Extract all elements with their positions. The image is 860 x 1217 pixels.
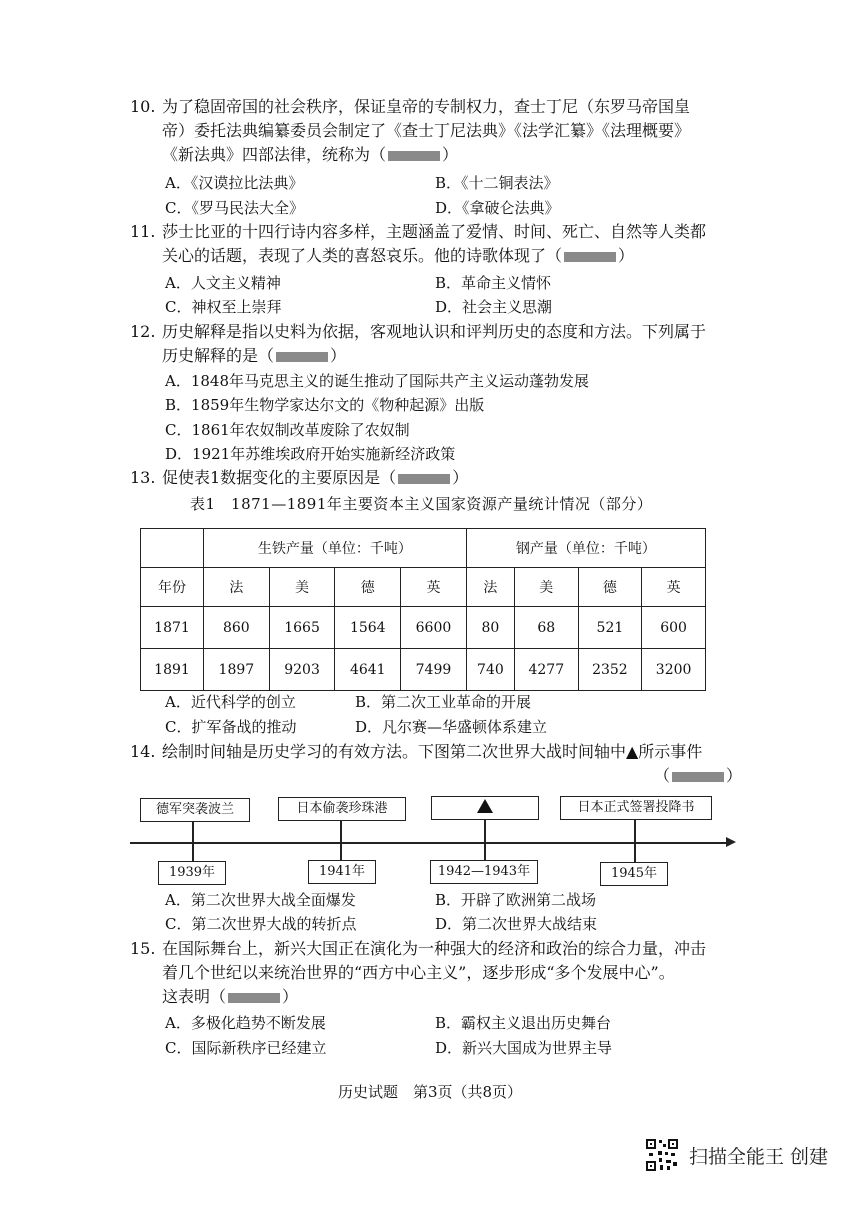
arrow-right-icon — [726, 837, 736, 847]
answer-blank[interactable] — [564, 252, 616, 262]
timeline-connector — [634, 820, 636, 843]
option-d[interactable]: D．凡尔赛—华盛顿体系建立 — [355, 718, 548, 736]
question-10 — [132, 95, 742, 167]
stem-text: 《新法典》四部法律，统称为（ — [162, 145, 387, 164]
option-a[interactable]: A．近代科学的创立 — [165, 693, 296, 711]
timeline-connector — [192, 822, 194, 843]
table-cell: 6600 — [401, 607, 467, 649]
question-number: 14. — [130, 742, 156, 761]
answer-blank[interactable] — [228, 993, 280, 1003]
timeline-date: 1939年 — [158, 861, 226, 885]
table-cell: 2352 — [578, 649, 642, 691]
country-header: 英 — [401, 568, 467, 607]
table-cell: 521 — [578, 607, 642, 649]
table-cell: 600 — [642, 607, 706, 649]
table-cell: 4641 — [335, 649, 401, 691]
question-number: 11. — [130, 222, 156, 241]
option-d[interactable]: D．新兴大国成为世界主导 — [435, 1039, 613, 1057]
stem-text: ） — [330, 346, 347, 365]
option-d[interactable]: D．1921年苏维埃政府开始实施新经济政策 — [165, 445, 456, 463]
country-header: 法 — [466, 568, 514, 607]
question-stem-line: 在国际舞台上，新兴大国正在演化为一种强大的经济和政治的综合力量，冲击 — [162, 939, 707, 958]
table-cell: 4277 — [514, 649, 578, 691]
question-stem-line — [132, 985, 742, 1009]
options-row — [165, 1036, 755, 1060]
country-header: 美 — [269, 568, 335, 607]
timeline-date: 1945年 — [600, 862, 668, 886]
option-b[interactable]: B．开辟了欧洲第二战场 — [435, 891, 597, 909]
question-stem-line — [132, 344, 742, 368]
watermark-text: 扫描全能王 创建 — [689, 1145, 829, 1168]
table-subheader-row — [141, 568, 706, 607]
table-cell: 1564 — [335, 607, 401, 649]
table-cell: 3200 — [642, 649, 706, 691]
question-stem-line: 着几个世纪以来统治世界的“西方中心主义”，逐步形成“多个发展中心”。 — [162, 963, 675, 982]
timeline-event: 日本偷袭珍珠港 — [278, 797, 406, 821]
table-cell: 1897 — [204, 649, 270, 691]
option-a[interactable]: A．多极化趋势不断发展 — [165, 1014, 326, 1032]
question-15 — [132, 937, 742, 1009]
question-number: 10. — [130, 97, 156, 116]
timeline-connector — [634, 843, 636, 862]
triangle-icon — [477, 799, 493, 813]
question-stem-line: 莎士比亚的十四行诗内容多样，主题涵盖了爱情、时间、死亡、自然等人类都 — [162, 222, 707, 241]
stem-text: 这表明（ — [162, 987, 227, 1006]
timeline-connector — [484, 843, 486, 860]
table-cell: 80 — [466, 607, 514, 649]
table-cell: 7499 — [401, 649, 467, 691]
option-d[interactable]: D．第二次世界大战结束 — [435, 915, 598, 933]
stem-text: ） — [618, 246, 635, 265]
question-number: 13. — [130, 468, 156, 487]
question-stem-line — [132, 764, 742, 788]
question-stem-line: 为了稳固帝国的社会秩序，保证皇帝的专制权力，查士丁尼（东罗马帝国皇 — [162, 97, 691, 116]
timeline-event: 德军突袭波兰 — [140, 798, 250, 822]
table-cell: 860 — [204, 607, 270, 649]
stem-text: 促使表1数据变化的主要原因是（ — [162, 468, 397, 487]
timeline-connector — [340, 843, 342, 860]
timeline-connector — [192, 843, 194, 861]
option-b[interactable]: B．革命主义情怀 — [435, 274, 552, 292]
option-a[interactable]: A．人文主义精神 — [165, 274, 281, 292]
option-c[interactable]: C．国际新秩序已经建立 — [165, 1039, 327, 1057]
option-c[interactable]: C．神权至上崇拜 — [165, 298, 282, 316]
scanner-watermark — [645, 1137, 828, 1173]
options-row — [165, 196, 755, 220]
question-12 — [132, 320, 742, 368]
options-row — [165, 1011, 755, 1035]
option-b[interactable]: B．1859年生物学家达尔文的《物种起源》出版 — [165, 396, 485, 414]
question-number: 12. — [130, 322, 156, 341]
table-cell: 1871 — [141, 607, 204, 649]
question-11 — [132, 220, 742, 268]
option-d[interactable]: D．社会主义思潮 — [435, 298, 553, 316]
table-cell: 1665 — [269, 607, 335, 649]
question-stem-line: 帝）委托法典编纂委员会制定了《查士丁尼法典》《法学汇纂》《法理概要》 — [162, 121, 691, 140]
table-cell: 68 — [514, 607, 578, 649]
question-number: 15. — [130, 939, 156, 958]
table-cell: 1891 — [141, 649, 204, 691]
options-row — [165, 171, 755, 195]
option-a[interactable]: A．《汉谟拉比法典》 — [165, 174, 304, 192]
year-header: 年份 — [141, 568, 204, 607]
timeline-date: 1941年 — [308, 860, 376, 884]
country-header: 德 — [578, 568, 642, 607]
timeline-date: 1942—1943年 — [430, 860, 538, 884]
option-d[interactable]: D．《拿破仑法典》 — [435, 199, 560, 217]
table-row — [141, 649, 706, 691]
option-c[interactable]: C．扩军备战的推动 — [165, 718, 297, 736]
option-c[interactable]: C．第二次世界大战的转折点 — [165, 915, 357, 933]
qr-code-icon — [645, 1138, 679, 1172]
table-corner-cell — [141, 529, 204, 568]
question-stem-line: 历史解释是指以史料为依据，客观地认识和评判历史的态度和方法。下列属于 — [162, 322, 707, 341]
ww2-timeline — [130, 795, 740, 887]
answer-blank[interactable] — [276, 352, 328, 362]
options-row — [165, 912, 755, 936]
question-stem-line: 绘制时间轴是历史学习的有效方法。下图第二次世界大战时间轴中▲所示事件 — [162, 742, 703, 761]
timeline-axis — [130, 842, 728, 844]
answer-blank[interactable] — [398, 474, 450, 484]
options-row — [165, 888, 755, 912]
stem-text: ） — [282, 987, 299, 1006]
question-14 — [132, 740, 742, 788]
option-b[interactable]: B．第二次工业革命的开展 — [355, 693, 532, 711]
options-row — [165, 690, 755, 714]
option-c[interactable]: C．1861年农奴制改革废除了农奴制 — [165, 421, 410, 439]
production-table — [140, 528, 706, 691]
steel-group-header: 钢产量（单位：千吨） — [466, 529, 705, 568]
question-stem-line — [132, 244, 742, 268]
table-cell: 9203 — [269, 649, 335, 691]
page-footer: 历史试题 第3页（共8页） — [337, 1083, 523, 1101]
question-stem-line — [132, 143, 742, 167]
question-stem-line — [132, 466, 742, 490]
answer-blank[interactable] — [388, 151, 440, 161]
stem-text: 历史解释的是（ — [162, 346, 275, 365]
options-row — [165, 295, 755, 319]
stem-text: ） — [452, 468, 469, 487]
option-b[interactable]: B．霸权主义退出历史舞台 — [435, 1014, 612, 1032]
country-header: 德 — [335, 568, 401, 607]
timeline-event: 日本正式签署投降书 — [560, 796, 712, 820]
stem-text: ） — [442, 145, 459, 164]
option-a[interactable]: A．1848年马克思主义的诞生推动了国际共产主义运动蓬勃发展 — [165, 372, 590, 390]
table-cell: 740 — [466, 649, 514, 691]
timeline-connector — [484, 820, 486, 843]
option-b[interactable]: B．《十二铜表法》 — [435, 174, 559, 192]
options-row — [165, 271, 755, 295]
question-13 — [132, 466, 742, 490]
timeline-event-unknown — [431, 796, 539, 820]
option-a[interactable]: A．第二次世界大战全面爆发 — [165, 891, 356, 909]
stem-text: 关心的话题，表现了人类的喜怒哀乐。他的诗歌体现了（ — [162, 246, 563, 265]
country-header: 英 — [642, 568, 706, 607]
country-header: 美 — [514, 568, 578, 607]
table-header-row — [141, 529, 706, 568]
answer-blank[interactable] — [672, 772, 724, 782]
timeline-connector — [340, 821, 342, 843]
country-header: 法 — [204, 568, 270, 607]
option-c[interactable]: C．《罗马民法大全》 — [165, 199, 304, 217]
stem-text: （ — [653, 766, 670, 785]
pig-iron-group-header: 生铁产量（单位：千吨） — [204, 529, 467, 568]
table-caption: 表1 1871—1891年主要资本主义国家资源产量统计情况（部分） — [190, 495, 653, 513]
stem-text: ） — [725, 766, 742, 785]
table-row — [141, 607, 706, 649]
options-row — [165, 715, 755, 739]
